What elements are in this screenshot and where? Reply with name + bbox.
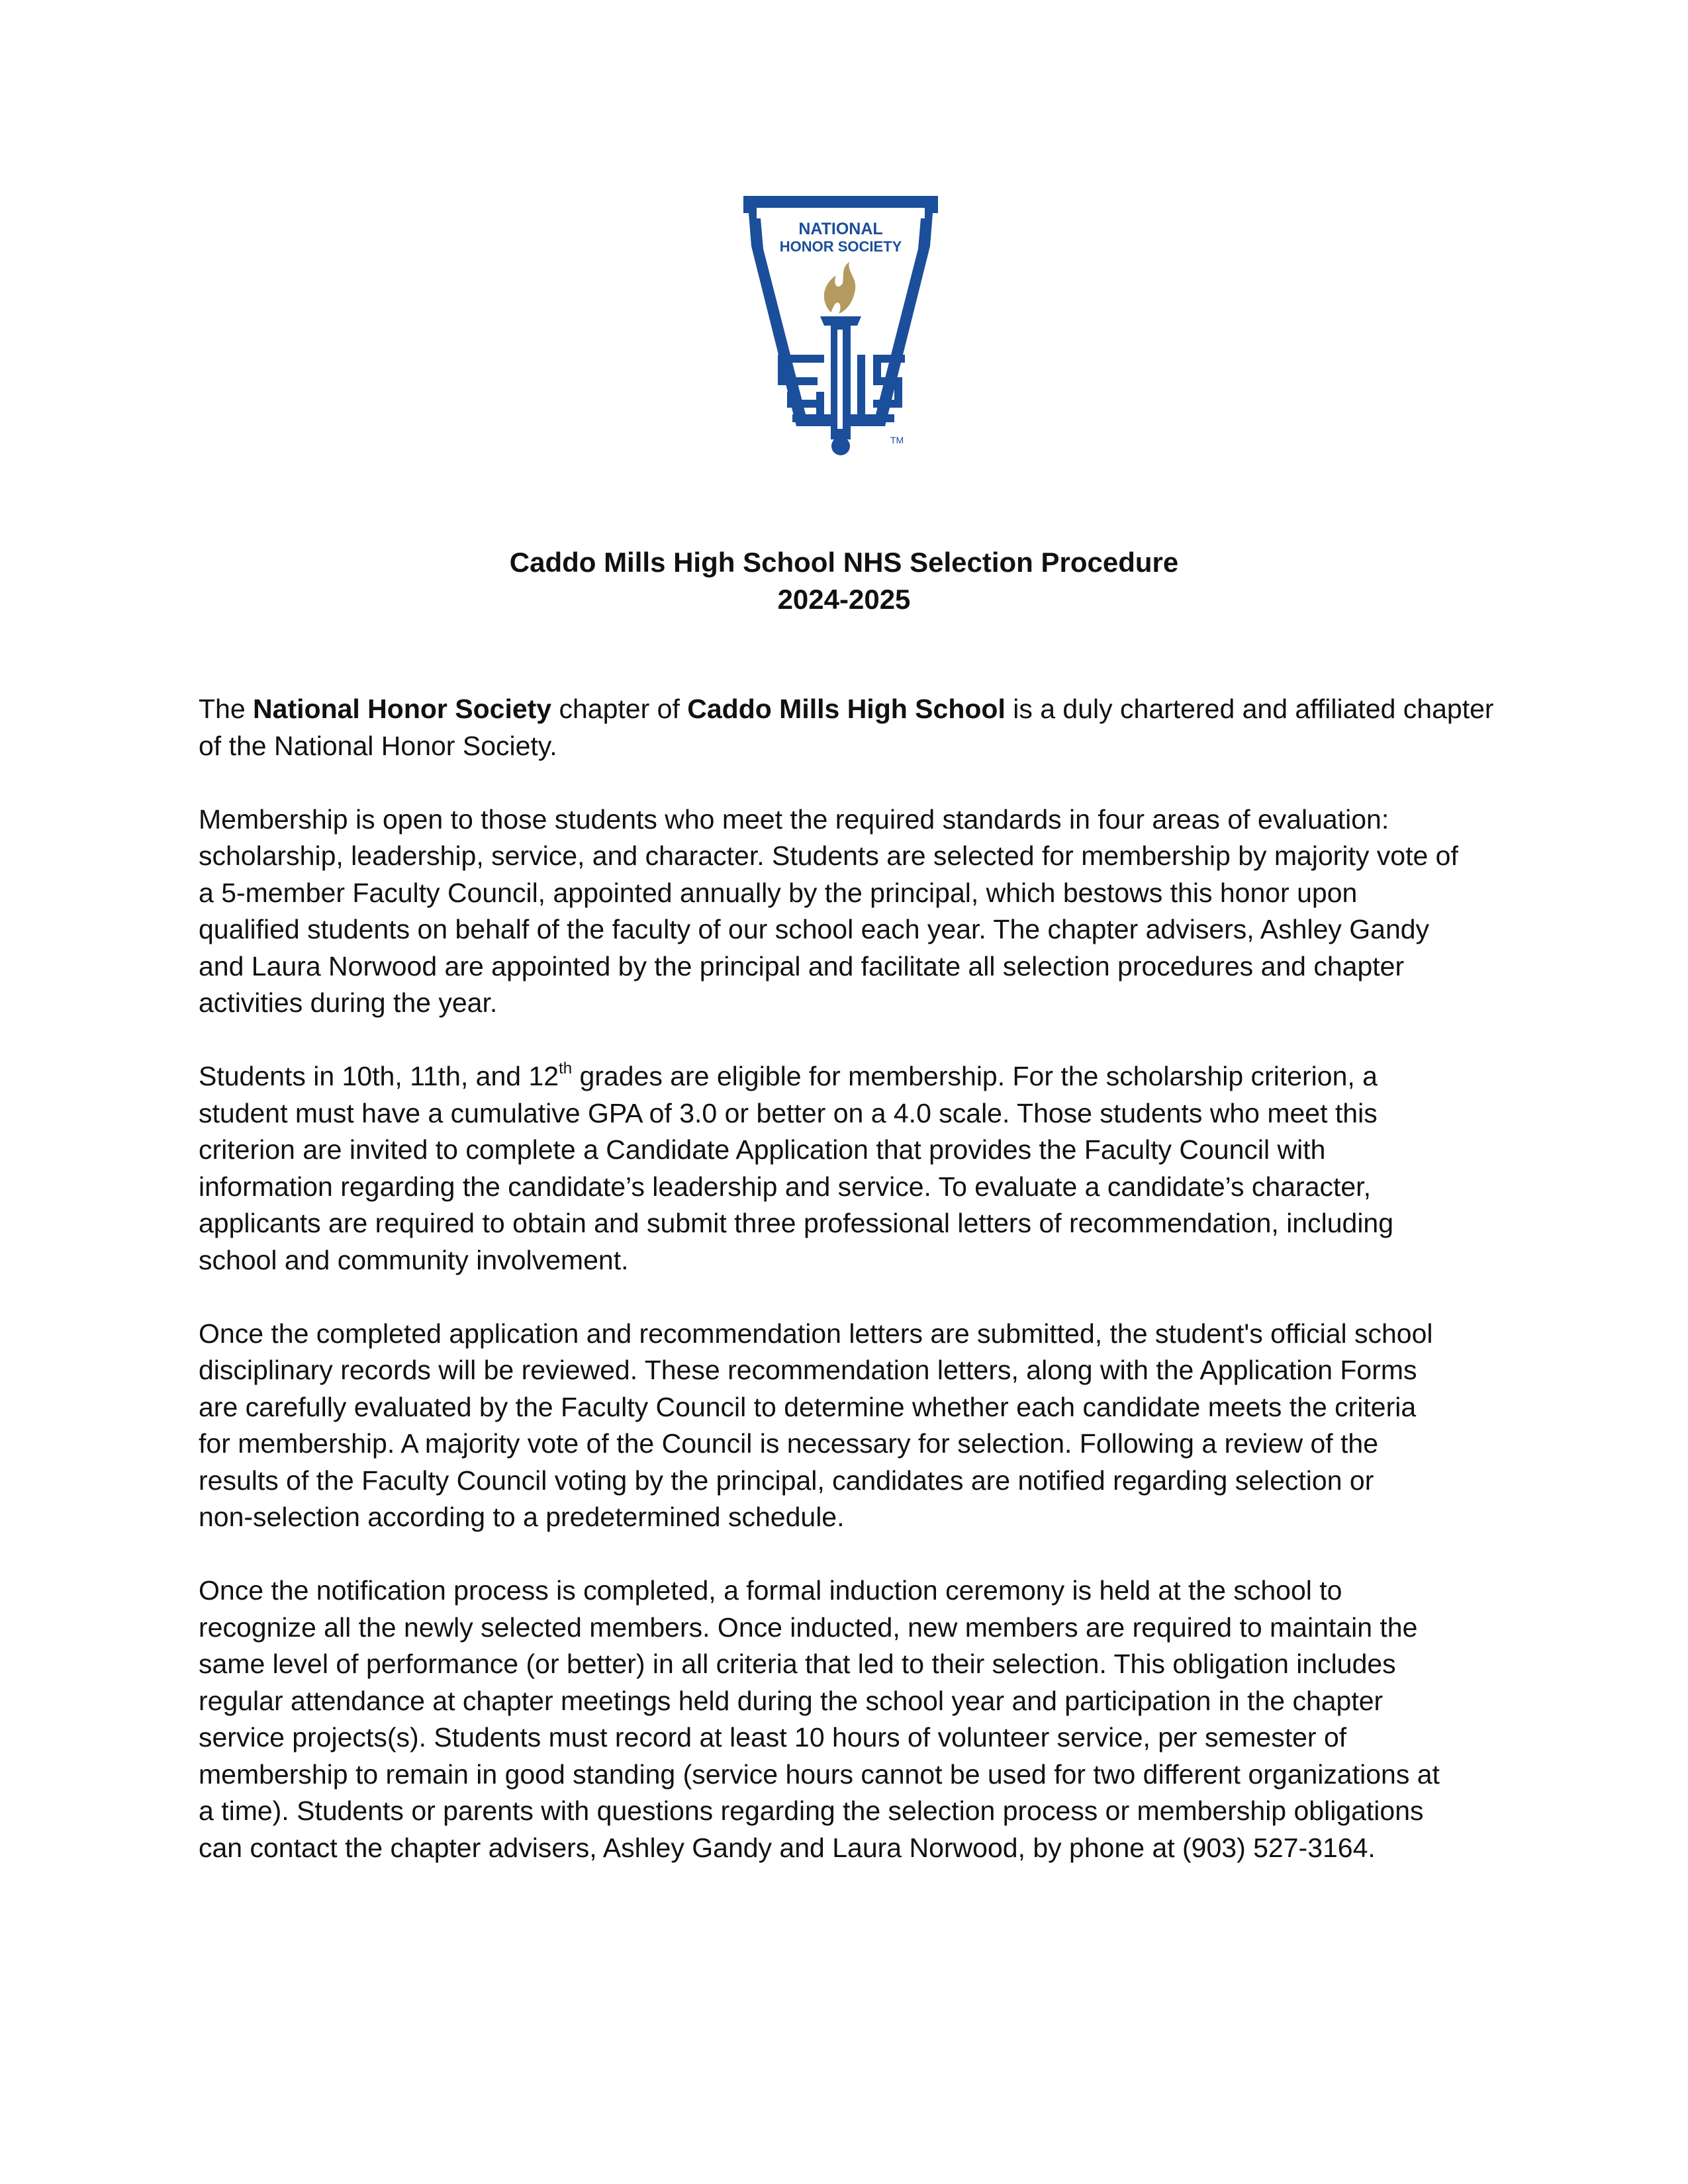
text-line: a time). Students or parents with questions regarding the selection process or membership obligations <box>199 1796 1424 1826</box>
bold-school-name: Caddo Mills High School <box>687 694 1006 724</box>
text-line: regular attendance at chapter meetings held during the school year and participation in the chapter <box>199 1685 1383 1716</box>
text-line: school and community involvement. <box>199 1244 629 1275</box>
superscript-th: th <box>559 1060 573 1077</box>
bold-org-name: National Honor Society <box>253 694 552 724</box>
logo-text-national: NATIONAL <box>798 220 883 238</box>
torch-base <box>831 437 850 455</box>
text-line: Once the notification process is completed, a formal induction ceremony is held at the school to <box>199 1575 1342 1606</box>
text-line: criterion are invited to complete a Candidate Application that provides the Faculty Council with <box>199 1134 1326 1165</box>
document-title-block <box>199 544 1489 618</box>
paragraph-induction <box>199 1572 1496 1866</box>
text-line: are carefully evaluated by the Faculty Council to determine whether each candidate meets the criteria <box>199 1391 1417 1422</box>
text-line: Students in 10th, 11th, and 12th grades are eligible for membership. For the scholarship criterion, a <box>199 1060 1378 1091</box>
text-line: applicants are required to obtain and submit three professional letters of recommendation, including <box>199 1208 1394 1238</box>
logo-trademark: TM <box>890 435 904 445</box>
paragraph-intro <box>199 691 1496 764</box>
text-line: The National Honor Society chapter of Caddo Mills High School is a duly chartered and affiliated chapter <box>199 694 1494 724</box>
text-line: recognize all the newly selected members. Once inducted, new members are required to maintain the <box>199 1612 1418 1643</box>
text-line: disciplinary records will be reviewed. These recommendation letters, along with the Application Forms <box>199 1355 1417 1385</box>
text-line: qualified students on behalf of the faculty of our school each year. The chapter advisers, Ashley Gandy <box>199 914 1430 944</box>
text-line: membership to remain in good standing (service hours cannot be used for two different organizations at <box>199 1758 1440 1790</box>
text-line: information regarding the candidate’s leadership and service. To evaluate a candidate’s character, <box>199 1171 1371 1202</box>
text-line: results of the Faculty Council voting by the principal, candidates are notified regarding selection or <box>199 1465 1374 1496</box>
text-line: and Laura Norwood are appointed by the principal and facilitate all selection procedures and chapter <box>199 950 1405 981</box>
document-year: 2024-2025 <box>777 584 911 615</box>
text-line: scholarship, leadership, service, and character. Students are selected for membership by majority vote of <box>199 841 1458 871</box>
text-line: activities during the year. <box>199 987 498 1018</box>
text-line: Membership is open to those students who meet the required standards in four areas of evaluation: <box>199 803 1389 835</box>
text-line: a 5-member Faculty Council, appointed annually by the principal, which bestows this honor upon <box>199 877 1358 908</box>
logo-text-honor-society: HONOR SOCIETY <box>779 238 902 255</box>
paragraph-evaluation <box>199 1316 1496 1536</box>
torch-cup <box>820 316 861 326</box>
text-line: can contact the chapter advisers, Ashley Gandy and Laura Norwood, by phone at (903) 527-3164. <box>199 1832 1376 1863</box>
logo-letter-s-right <box>873 355 905 408</box>
text-line: non-selection according to a predetermined schedule. <box>199 1502 845 1532</box>
text-line: Once the completed application and recommendation letters are submitted, the student's official school <box>199 1318 1433 1349</box>
document-title: Caddo Mills High School NHS Selection Procedure <box>509 547 1179 578</box>
text-line: same level of performance (or better) in all criteria that led to their selection. This obligation includes <box>199 1649 1396 1679</box>
text-line: of the National Honor Society. <box>199 730 557 761</box>
text-line: service projects(s). Students must record at least 10 hours of volunteer service, per semester of <box>199 1722 1347 1752</box>
nhs-logo <box>731 193 950 465</box>
paragraph-eligibility <box>199 1058 1496 1279</box>
paragraph-membership <box>199 801 1496 1022</box>
document-body <box>199 691 1496 1903</box>
text-line: for membership. A majority vote of the Council is necessary for selection. Following a review of the <box>199 1428 1379 1459</box>
text-line: student must have a cumulative GPA of 3.0 or better on a 4.0 scale. Those students who meet this <box>199 1097 1378 1128</box>
